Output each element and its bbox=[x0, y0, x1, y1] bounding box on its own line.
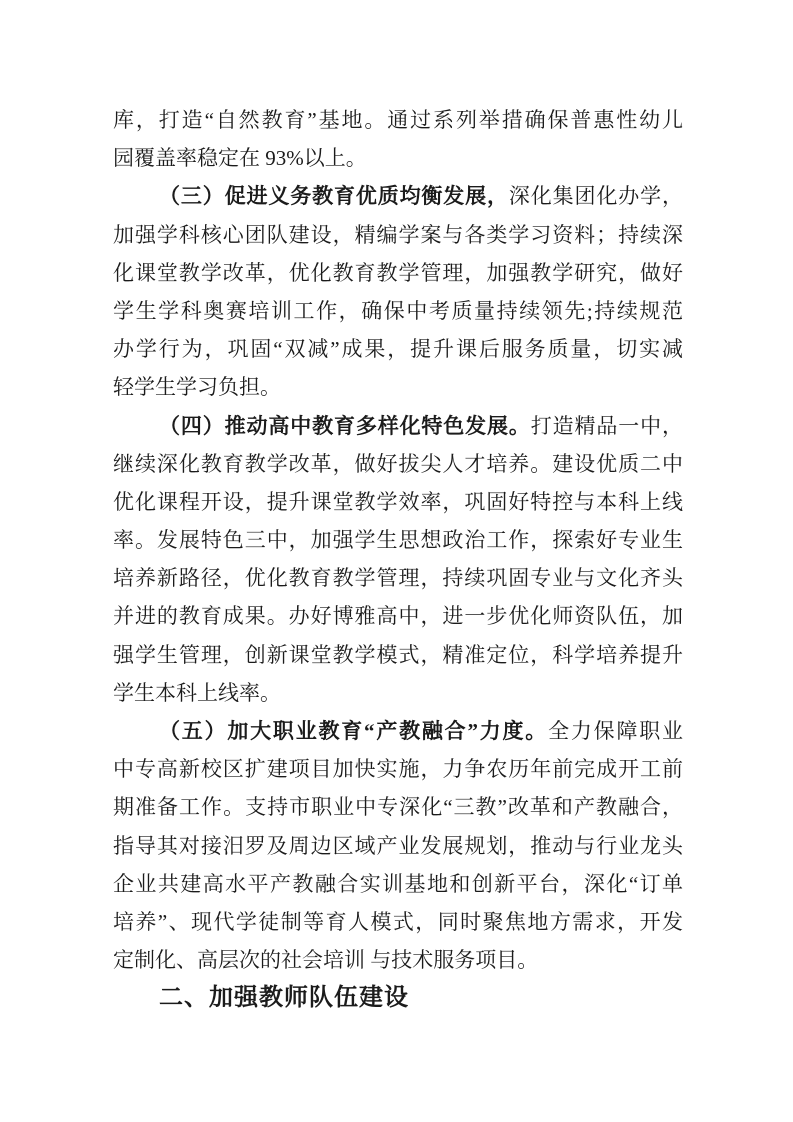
text-line bbox=[113, 139, 683, 177]
text-line bbox=[113, 827, 683, 865]
text-run: 化课堂教学改革，优化教育教学管理，加强教学研究，做好 bbox=[113, 260, 683, 285]
text-run: 期准备工作。支持市职业中专深化“三教”改革和产教融合， bbox=[113, 795, 683, 820]
text-line bbox=[113, 445, 683, 483]
para-3-compulsory-education bbox=[113, 177, 683, 406]
text-run: 轻学生学习负担。 bbox=[113, 375, 281, 400]
text-run: 培养”、现代学徒制等育人模式，同时聚焦地方需求，开发 bbox=[113, 909, 683, 934]
text-run: （四）推动高中教育多样化特色发展。 bbox=[159, 413, 531, 438]
text-line bbox=[113, 483, 683, 521]
text-line bbox=[113, 407, 683, 445]
text-run: （五）加大职业教育“产教融合”力度。 bbox=[159, 719, 549, 743]
text-run: 并进的教育成果。办好博雅高中，进一步优化师资队伍，加 bbox=[113, 604, 683, 629]
text-run: 学生学科奥赛培训工作，确保中考质量持续领先;持续规范 bbox=[113, 298, 683, 323]
heading-2-teacher-team bbox=[113, 979, 683, 1017]
para-5-vocational-education bbox=[113, 712, 683, 979]
text-run: 学生本科上线率。 bbox=[113, 680, 281, 705]
text-run: 企业共建高水平产教融合实训基地和创新平台，深化“订单 bbox=[113, 871, 683, 896]
para-preschool-continuation bbox=[113, 101, 683, 177]
text-line bbox=[113, 712, 683, 750]
text-line bbox=[113, 788, 683, 826]
text-run: 库，打造“自然教育”基地。通过系列举措确保普惠性幼儿 bbox=[113, 108, 683, 132]
text-line bbox=[113, 521, 683, 559]
text-line bbox=[113, 177, 683, 215]
document-body bbox=[113, 101, 683, 1018]
text-run: 二、加强教师队伍建设 bbox=[159, 984, 409, 1012]
text-line bbox=[113, 636, 683, 674]
text-run: 办学行为，巩固“双减”成果，提升课后服务质量，切实减 bbox=[113, 337, 683, 362]
text-line bbox=[113, 216, 683, 254]
text-run: 指导其对接汨罗及周边区域产业发展规划，推动与行业龙头 bbox=[113, 833, 683, 858]
text-run: 率。发展特色三中，加强学生思想政治工作，探索好专业生 bbox=[113, 528, 683, 553]
text-line bbox=[113, 292, 683, 330]
para-4-high-school bbox=[113, 407, 683, 713]
text-run: 强学生管理，创新课堂教学模式，精准定位，科学培养提升 bbox=[113, 642, 683, 667]
text-run: 定制化、高层次的社会培训 与技术服务项目。 bbox=[113, 948, 539, 973]
text-run: 深化集团化办学， bbox=[508, 184, 684, 209]
text-run: 加强学科核心团队建设，精编学案与各类学习资料；持续深 bbox=[113, 222, 683, 247]
text-line bbox=[113, 903, 683, 941]
text-line bbox=[113, 941, 683, 979]
text-line bbox=[113, 330, 683, 368]
text-line bbox=[113, 865, 683, 903]
text-line bbox=[113, 559, 683, 597]
text-run: 园覆盖率稳定在 93%以上。 bbox=[113, 146, 367, 171]
text-line bbox=[113, 750, 683, 788]
text-line bbox=[113, 368, 683, 406]
text-run: 中专高新校区扩建项目加快实施，力争农历年前完成开工前 bbox=[113, 757, 683, 782]
text-run: （三）促进义务教育优质均衡发展， bbox=[159, 184, 509, 209]
text-run: 培养新路径，优化教育教学管理，持续巩固专业与文化齐头 bbox=[113, 566, 683, 591]
text-run: 继续深化教育教学改革，做好拔尖人才培养。建设优质二中 bbox=[113, 451, 683, 476]
text-run: 全力保障职业 bbox=[548, 719, 684, 743]
text-run: 优化课程开设，提升课堂教学效率，巩固好特控与本科上线 bbox=[113, 489, 683, 514]
text-line bbox=[113, 254, 683, 292]
text-run: 打造精品一中， bbox=[530, 413, 683, 438]
text-line bbox=[113, 101, 683, 139]
text-line bbox=[113, 979, 683, 1017]
text-line bbox=[113, 674, 683, 712]
text-line bbox=[113, 597, 683, 635]
